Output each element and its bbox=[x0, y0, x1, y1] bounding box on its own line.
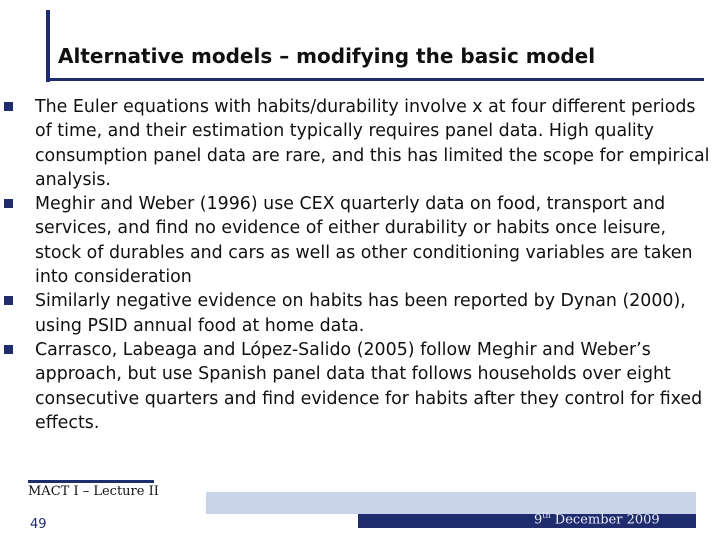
bullet-text: Carrasco, Labeaga and López-Salido (2005) follow Meghir and Weber’s approach, but use Spanish panel data that follows households over eight consecutive quarters and find evidence for habits after they control for fixed effects. bbox=[35, 339, 703, 433]
bullet-list bbox=[4, 95, 710, 435]
bullet-item bbox=[4, 338, 710, 435]
bullet-text: Meghir and Weber (1996) use CEX quarterly data on food, transport and services, and find no evidence of either durability or habits once leisure, stock of durables and cars as well as other conditioning variables are taken into consideration bbox=[35, 194, 693, 288]
date-suffix: th bbox=[542, 511, 551, 520]
footer-date bbox=[534, 511, 660, 527]
title-accent-vertical-bar bbox=[46, 10, 50, 82]
square-bullet-icon bbox=[4, 102, 13, 111]
page-number: 49 bbox=[30, 517, 47, 532]
bullet-text: The Euler equations with habits/durability involve x at four different periods of time, and their estimation typically requires panel data. High quality consumption panel data are rare, and this has limited the scope for empirical analysis. bbox=[35, 97, 710, 190]
footer-accent-bar bbox=[28, 480, 154, 483]
date-day: 9 bbox=[534, 512, 543, 528]
square-bullet-icon bbox=[4, 296, 13, 305]
title-underline-bar bbox=[46, 78, 704, 81]
date-rest: December 2009 bbox=[550, 512, 660, 528]
bullet-text: Similarly negative evidence on habits has been reported by Dynan (2000), using PSID annual food at home data. bbox=[35, 291, 686, 336]
bullet-item bbox=[4, 289, 710, 338]
square-bullet-icon bbox=[4, 199, 13, 208]
slide-title: Alternative models – modifying the basic model bbox=[58, 44, 596, 68]
square-bullet-icon bbox=[4, 345, 13, 354]
bullet-item bbox=[4, 192, 710, 289]
bullet-item bbox=[4, 95, 710, 192]
footer-course-label: MACT I – Lecture II bbox=[28, 484, 159, 499]
